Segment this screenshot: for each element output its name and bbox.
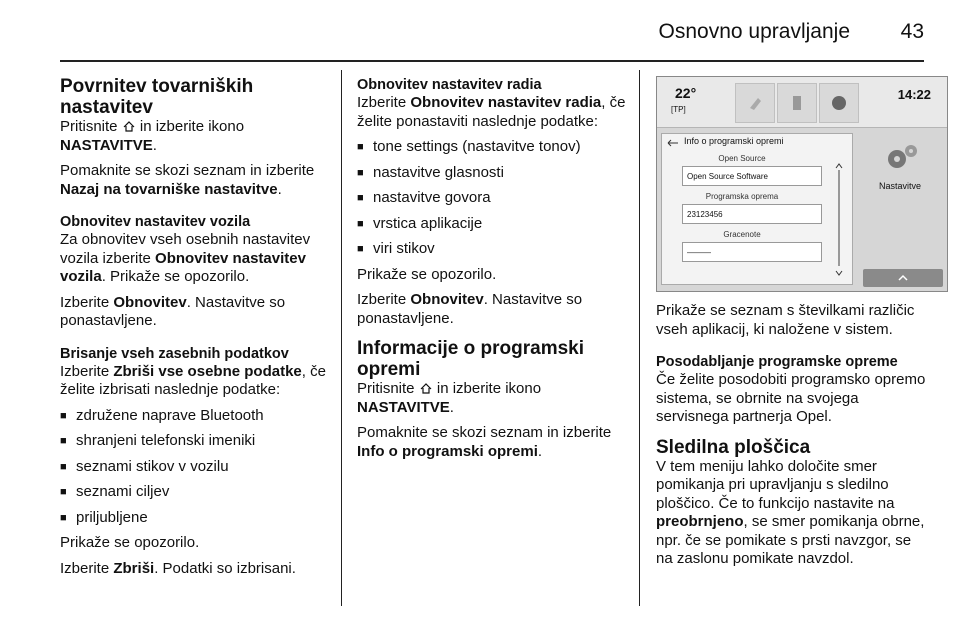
bold-text: Obnovitev nastavitev radia [410,94,602,111]
list-item: ■ priljubljene [60,509,330,528]
text: , če želite izbrisati naslednje podatke: [60,362,326,398]
text: V tem meniju lahko določite smer pomikanja pri upravljanju s sledilno ploščico. Če to funkcijo nastavite na [656,457,895,512]
bold-text: NASTAVITVE [357,398,450,416]
text: Za obnovitev vseh osebnih nastavitev vozila izberite [60,231,311,267]
home-icon [419,381,433,395]
heading-software-info: Informacije o programski opremi [357,338,585,380]
collapse-button[interactable] [863,269,943,287]
group-label: Gracenote [723,230,761,239]
back-arrow-icon[interactable] [666,138,680,148]
list-item: ■ nastavitve glasnosti [357,164,627,183]
media-icon [778,84,816,122]
paragraph: Če želite posodobiti programsko opremo sistema, se obrnite na svojega servisnega partnerja Opel. [656,371,926,425]
bold-text: Obnovitev [113,293,187,311]
text: Pritisnite [357,380,419,397]
paragraph [60,294,330,331]
page-header [60,14,924,54]
alert-tile[interactable] [819,83,859,123]
paragraph [357,380,627,417]
column-divider-1 [341,70,342,606]
bold-text: preobrnjeno [656,513,744,530]
bold-text: Info o programski opremi [357,442,538,460]
scroll-track [838,170,840,266]
list-entry[interactable]: Open Source Software [682,166,822,186]
alert-icon [820,84,858,122]
text: Izberite [357,94,411,111]
gear-icon [881,139,921,179]
text: . [277,180,282,198]
bold-text: Obnovitev [410,291,484,308]
list-entry[interactable]: 23123456 [682,204,822,224]
text: Izberite [60,559,114,577]
text: Pomaknite se skozi seznam in izberite [60,162,315,179]
scrollbar[interactable] [834,158,844,278]
heading-radio-settings: Obnovitev nastavitev radia [357,77,542,93]
column-1 [60,76,330,585]
text: Izberite [60,293,114,311]
column-2 [357,76,627,468]
software-info-list[interactable] [661,133,853,285]
phone-icon [736,84,774,122]
list-item: ■ shranjeni telefonski imeniki [60,432,330,451]
clock: 14:22 [897,87,931,102]
paragraph [60,231,330,287]
paragraph: Prikaže se seznam s številkami različic vseh aplikacij, ki naložene v sistem. [656,302,915,338]
chevron-up-icon [863,269,943,287]
bold-text: Zbriši [113,559,155,577]
heading-delete-data: Brisanje vseh zasebnih podatkov [60,345,289,362]
list-item: ■ tone settings (nastavitve tonov) [357,138,627,157]
list-item: ■ združene naprave Bluetooth [60,407,330,426]
text: in izberite ikono [432,380,542,397]
heading-factory-reset: Povrnitev tovarniških nastavitev [60,76,254,118]
text: . Podatki so izbrisani. [154,559,296,577]
chevron-down-icon[interactable] [834,268,844,278]
home-icon [122,119,136,133]
text: Izberite [357,291,411,308]
heading-touchpad: Sledilna ploščica [656,436,811,458]
column-divider-2 [639,70,640,606]
list-item: ■ seznami stikov v vozilu [60,458,330,477]
text: . Nastavitve so ponastavljene. [60,293,286,329]
bold-text: Nazaj na tovarniške nastavitve [60,180,278,198]
list-item: ■ viri stikov [357,240,627,259]
heading-vehicle-settings: Obnovitev nastavitev vozila [60,214,251,230]
paragraph [357,424,627,461]
text: . Prikaže se opozorilo. [101,268,250,285]
paragraph [357,291,627,328]
paragraph [357,94,627,131]
list-item: ■ vrstica aplikacije [357,215,627,234]
text: Izberite [60,362,114,380]
bold-text: Zbriši vse osebne podatke [113,362,302,380]
text: in izberite ikono [135,118,245,135]
paragraph: Prikaže se opozorilo. [60,534,200,551]
text: , če želite ponastaviti naslednje podatke: [357,94,626,130]
group-label: Programska oprema [705,192,779,201]
paragraph [60,560,330,579]
paragraph [60,363,330,400]
screen-status-bar [657,77,947,128]
paragraph [60,118,330,155]
phone-tile[interactable] [735,83,775,123]
paragraph [656,458,926,569]
text: , se smer pomikanja obrne, npr. če se pomikate s prsti navzgor, se na zaslonu pomikate navzdol. [656,513,925,567]
bullet-list [357,138,627,259]
group-label: Open Source [718,154,766,163]
list-item: ■ nastavitve govora [357,189,627,208]
paragraph [60,162,330,199]
list-title: Info o programski opremi [684,136,784,146]
settings-shortcut[interactable] [857,133,943,253]
page-number: 43 [900,20,924,43]
heading-software-update: Posodabljanje programske opreme [656,354,898,370]
list-entry[interactable]: ——— [682,242,822,262]
text: Pomaknite se skozi seznam in izberite [357,424,612,441]
tp-indicator: [TP] [671,105,686,114]
bold-text: Obnovitev nastavitev vozila [60,249,306,285]
text: Pritisnite [60,118,122,135]
settings-label: Nastavitve [878,181,922,191]
text: . [537,442,543,460]
column-3 [656,302,926,576]
bullet-list [60,407,330,528]
temperature: 22° [675,85,697,101]
paragraph: Prikaže se opozorilo. [357,265,497,283]
bold-text: NASTAVITVE [60,136,153,154]
infotainment-screenshot [656,76,948,292]
header-rule [60,60,924,62]
text: . [152,136,157,154]
list-item: ■ seznami ciljev [60,483,330,502]
header-title: Osnovno upravljanje [658,20,850,43]
text: . [449,398,454,416]
media-tile[interactable] [777,83,817,123]
text: . Nastavitve so ponastavljene. [357,291,583,327]
